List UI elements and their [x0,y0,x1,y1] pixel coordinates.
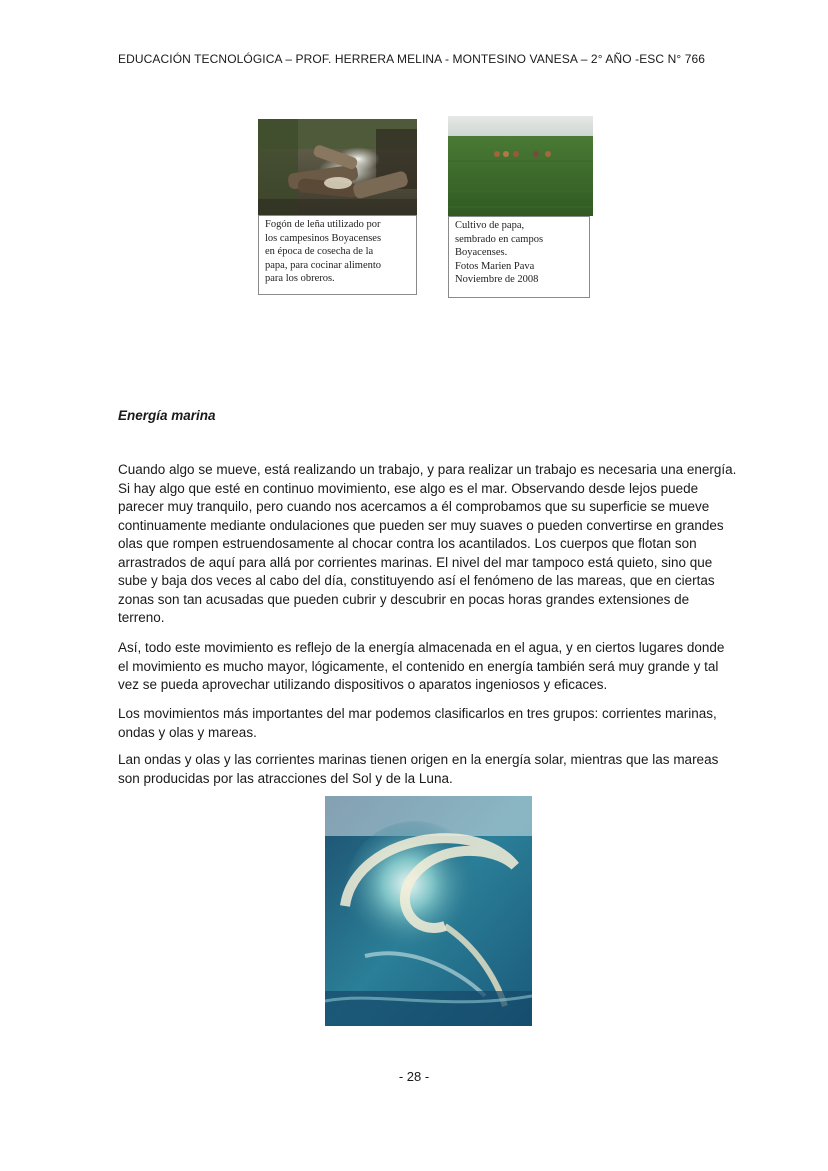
caption-line: para los obreros. [265,273,335,284]
firewood-stove-photo [258,119,417,215]
page-number: - 28 - [398,1069,430,1084]
paragraph-4: Lan ondas y olas y las corrientes marinas tienen origen en la energía solar, mientras que las mareas son producidas por las atracciones del Sol y de la Luna. [118,752,719,786]
caption-line: Fotos Marien Pava [455,260,535,272]
potato-field-photo [448,116,593,216]
caption-line: en época de cosecha de la [265,246,374,257]
caption-line: Boyacenses. [455,247,508,258]
caption-line: sembrado en campos [455,233,544,245]
ocean-wave-image [325,796,532,1026]
caption-line: Noviembre de 2008 [455,274,539,285]
caption-line: los campesinos Boyacenses [265,232,382,244]
paragraph-2: Así, todo este movimiento es reflejo de la energía almacenada en el agua, y en ciertos lugares donde el movimiento es mucho mayor, lógicamente, el contenido en energía también será muy grande y tal vez se pueda aprovechar utilizando dispositivos o aparatos ingeniosos y eficaces. [118,640,725,692]
caption-line: papa, para cocinar alimento [265,259,382,271]
potato-field-caption [448,216,590,298]
section-title: Energía marina [118,408,216,423]
firewood-stove-caption [258,215,417,295]
paragraph-1: Cuando algo se mueve, está realizando un trabajo, y para realizar un trabajo es necesaria una energía. Si hay algo que esté en continuo movimiento, ese algo es el mar. Observando desde lejos puede parecer muy tranquilo, pero cuando nos acercamos a él comprobamos que su superficie se mueve continuamente mediante ondulaciones que pueden ser muy suaves o pueden convertirse en grandes olas que rompen estruendosamente al chocar contra los acantilados. Los cuerpos que flotan son arrastrados de aquí para allá por corrientes marinas. El nivel del mar tampoco está quieto, sino que sube y baja dos veces al cabo del día, constituyendo así el fenómeno de las mareas, que en ciertas zonas son tan acusadas que pueden cubrir y descubrir en pocas horas grandes extensiones de terreno. [118,462,737,625]
page-header: EDUCACIÓN TECNOLÓGICA – PROF. HERRERA MELINA - MONTESINO VANESA – 2° AÑO -ESC N° 766 [118,52,706,66]
caption-line: Cultivo de papa, [455,220,525,231]
caption-line: Fogón de leña utilizado por [265,219,381,230]
paragraph-3: Los movimientos más importantes del mar podemos clasificarlos en tres grupos: corrientes marinas, ondas y olas y mareas. [118,706,717,740]
